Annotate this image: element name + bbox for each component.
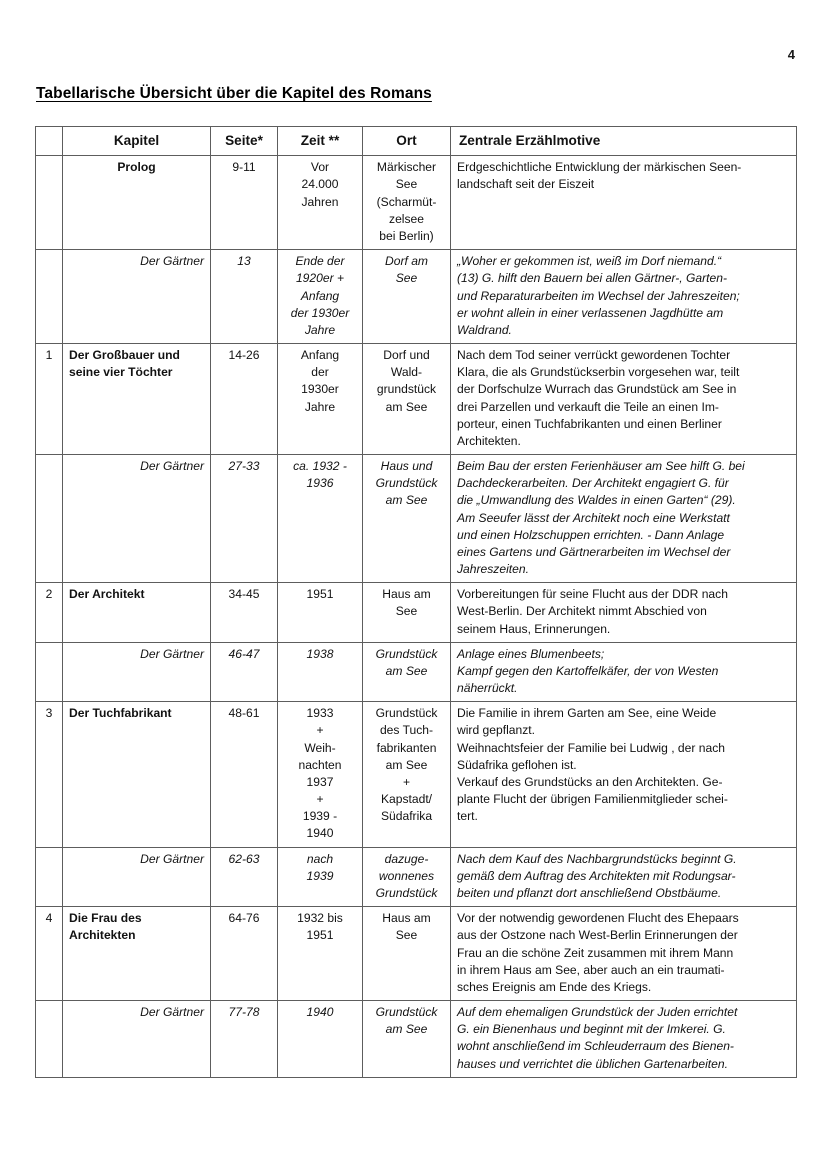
cell-time: Ende der 1920er + Anfang der 1930er Jahre: [278, 250, 363, 344]
table-row: [36, 847, 797, 907]
table-row: [36, 583, 797, 643]
cell-time: 1951: [278, 583, 363, 643]
table-row: [36, 642, 797, 702]
column-header-motifs: Zentrale Erzählmotive: [451, 127, 797, 156]
table-header-row: [36, 127, 797, 156]
cell-pages: 77-78: [211, 1001, 278, 1078]
cell-motifs: Vor der notwendig gewordenen Flucht des Ehepaars aus der Ostzone nach West-Berlin Erinnerungen der Frau an die schöne Zeit zusammen mit ihrem Mann in ihrem Haus am See, aber auch an ein traumati- sches Ereignis am Ende des Kriegs.: [451, 907, 797, 1001]
cell-place: dazuge- wonnenes Grundstück: [363, 847, 451, 907]
cell-motifs: Erdgeschichtliche Entwicklung der märkischen Seen- landschaft seit der Eiszeit: [451, 156, 797, 250]
column-header-time: Zeit **: [278, 127, 363, 156]
cell-pages: 34-45: [211, 583, 278, 643]
cell-chapter-title: Der Tuchfabrikant: [63, 702, 211, 847]
cell-chapter-number: [36, 642, 63, 702]
cell-chapter-number: 2: [36, 583, 63, 643]
cell-chapter-title: Der Architekt: [63, 583, 211, 643]
cell-chapter-number: [36, 847, 63, 907]
cell-chapter-title: Der Großbauer und seine vier Töchter: [63, 344, 211, 455]
cell-time: ca. 1932 - 1936: [278, 455, 363, 583]
cell-place: Dorf am See: [363, 250, 451, 344]
cell-place: Haus am See: [363, 583, 451, 643]
cell-motifs: Beim Bau der ersten Ferienhäuser am See hilft G. bei Dachdeckerarbeiten. Der Architekt engagiert G. für die „Umwandlung des Waldes in einen Garten“ (29). Am Seeufer lässt der Architekt noch eine Werkstatt und einen Holzschuppen errichten. - Dann Anlage eines Gartens und Gärtnerarbeiten im Wechsel der Jahreszeiten.: [451, 455, 797, 583]
cell-chapter-title: Der Gärtner: [63, 642, 211, 702]
cell-motifs: Nach dem Kauf des Nachbargrundstücks beginnt G. gemäß dem Auftrag des Architekten mit Rodungsar- beiten und pflanzt dort anschließend Obstbäume.: [451, 847, 797, 907]
cell-motifs: Nach dem Tod seiner verrückt gewordenen Tochter Klara, die als Grundstückserbin vorgesehen war, teilt der Dorfschulze Wurrach das Grundstück am See in drei Parzellen und verkauft die Teile an einen Im- porteur, einen Tuchfabrikanten und einen Berliner Architekten.: [451, 344, 797, 455]
cell-chapter-title: Prolog: [63, 156, 211, 250]
cell-place: Grundstück am See: [363, 1001, 451, 1078]
cell-motifs: Auf dem ehemaligen Grundstück der Juden errichtet G. ein Bienenhaus und beginnt mit der Imkerei. G. wohnt anschließend im Schleuderraum des Bienen- hauses und verrichtet die üblichen Gartenarbeiten.: [451, 1001, 797, 1078]
cell-time: 1933 + Weih- nachten 1937 + 1939 - 1940: [278, 702, 363, 847]
cell-time: 1938: [278, 642, 363, 702]
cell-pages: 14-26: [211, 344, 278, 455]
cell-motifs: „Woher er gekommen ist, weiß im Dorf niemand.“ (13) G. hilft den Bauern bei allen Gärtner-, Garten- und Reparaturarbeiten im Wechsel der Jahreszeiten; er wohnt allein in einer verlassenen Jagdhütte am Waldrand.: [451, 250, 797, 344]
cell-chapter-number: [36, 455, 63, 583]
page-title: Tabellarische Übersicht über die Kapitel des Romans: [36, 85, 432, 102]
cell-chapter-number: [36, 156, 63, 250]
cell-time: Anfang der 1930er Jahre: [278, 344, 363, 455]
cell-place: Grundstück am See: [363, 642, 451, 702]
table-row: [36, 156, 797, 250]
cell-pages: 13: [211, 250, 278, 344]
cell-pages: 64-76: [211, 907, 278, 1001]
cell-chapter-number: 1: [36, 344, 63, 455]
cell-chapter-title: Der Gärtner: [63, 847, 211, 907]
cell-chapter-number: 4: [36, 907, 63, 1001]
cell-place: Märkischer See (Scharmüt- zelsee bei Berlin): [363, 156, 451, 250]
page-number: 4: [787, 47, 795, 62]
cell-chapter-number: [36, 250, 63, 344]
cell-time: 1940: [278, 1001, 363, 1078]
table-row: [36, 250, 797, 344]
cell-chapter-number: 3: [36, 702, 63, 847]
cell-pages: 62-63: [211, 847, 278, 907]
table-row: [36, 907, 797, 1001]
cell-time: Vor 24.000 Jahren: [278, 156, 363, 250]
cell-chapter-title: Der Gärtner: [63, 250, 211, 344]
column-header-chapter: Kapitel: [63, 127, 211, 156]
cell-time: nach 1939: [278, 847, 363, 907]
cell-time: 1932 bis 1951: [278, 907, 363, 1001]
chapter-overview-table: [35, 126, 797, 1078]
table-row: [36, 455, 797, 583]
cell-pages: 9-11: [211, 156, 278, 250]
column-header-place: Ort: [363, 127, 451, 156]
cell-motifs: Anlage eines Blumenbeets; Kampf gegen den Kartoffelkäfer, der von Westen näherrückt.: [451, 642, 797, 702]
cell-pages: 27-33: [211, 455, 278, 583]
cell-pages: 48-61: [211, 702, 278, 847]
cell-place: Haus am See: [363, 907, 451, 1001]
cell-motifs: Die Familie in ihrem Garten am See, eine Weide wird gepflanzt. Weihnachtsfeier der Familie bei Ludwig , der nach Südafrika geflohen ist. Verkauf des Grundstücks an den Architekten. Ge- plante Flucht der übrigen Familienmitglieder schei- tert.: [451, 702, 797, 847]
cell-motifs: Vorbereitungen für seine Flucht aus der DDR nach West-Berlin. Der Architekt nimmt Abschied von seinem Haus, Erinnerungen.: [451, 583, 797, 643]
cell-place: Dorf und Wald- grundstück am See: [363, 344, 451, 455]
cell-chapter-number: [36, 1001, 63, 1078]
column-header-number: [36, 127, 63, 156]
table-row: [36, 702, 797, 847]
cell-chapter-title: Die Frau des Architekten: [63, 907, 211, 1001]
column-header-page: Seite*: [211, 127, 278, 156]
table-row: [36, 1001, 797, 1078]
table-row: [36, 344, 797, 455]
cell-chapter-title: Der Gärtner: [63, 1001, 211, 1078]
cell-chapter-title: Der Gärtner: [63, 455, 211, 583]
cell-place: Haus und Grundstück am See: [363, 455, 451, 583]
table-body: [36, 156, 797, 1077]
cell-pages: 46-47: [211, 642, 278, 702]
cell-place: Grundstück des Tuch- fabrikanten am See + Kapstadt/ Südafrika: [363, 702, 451, 847]
